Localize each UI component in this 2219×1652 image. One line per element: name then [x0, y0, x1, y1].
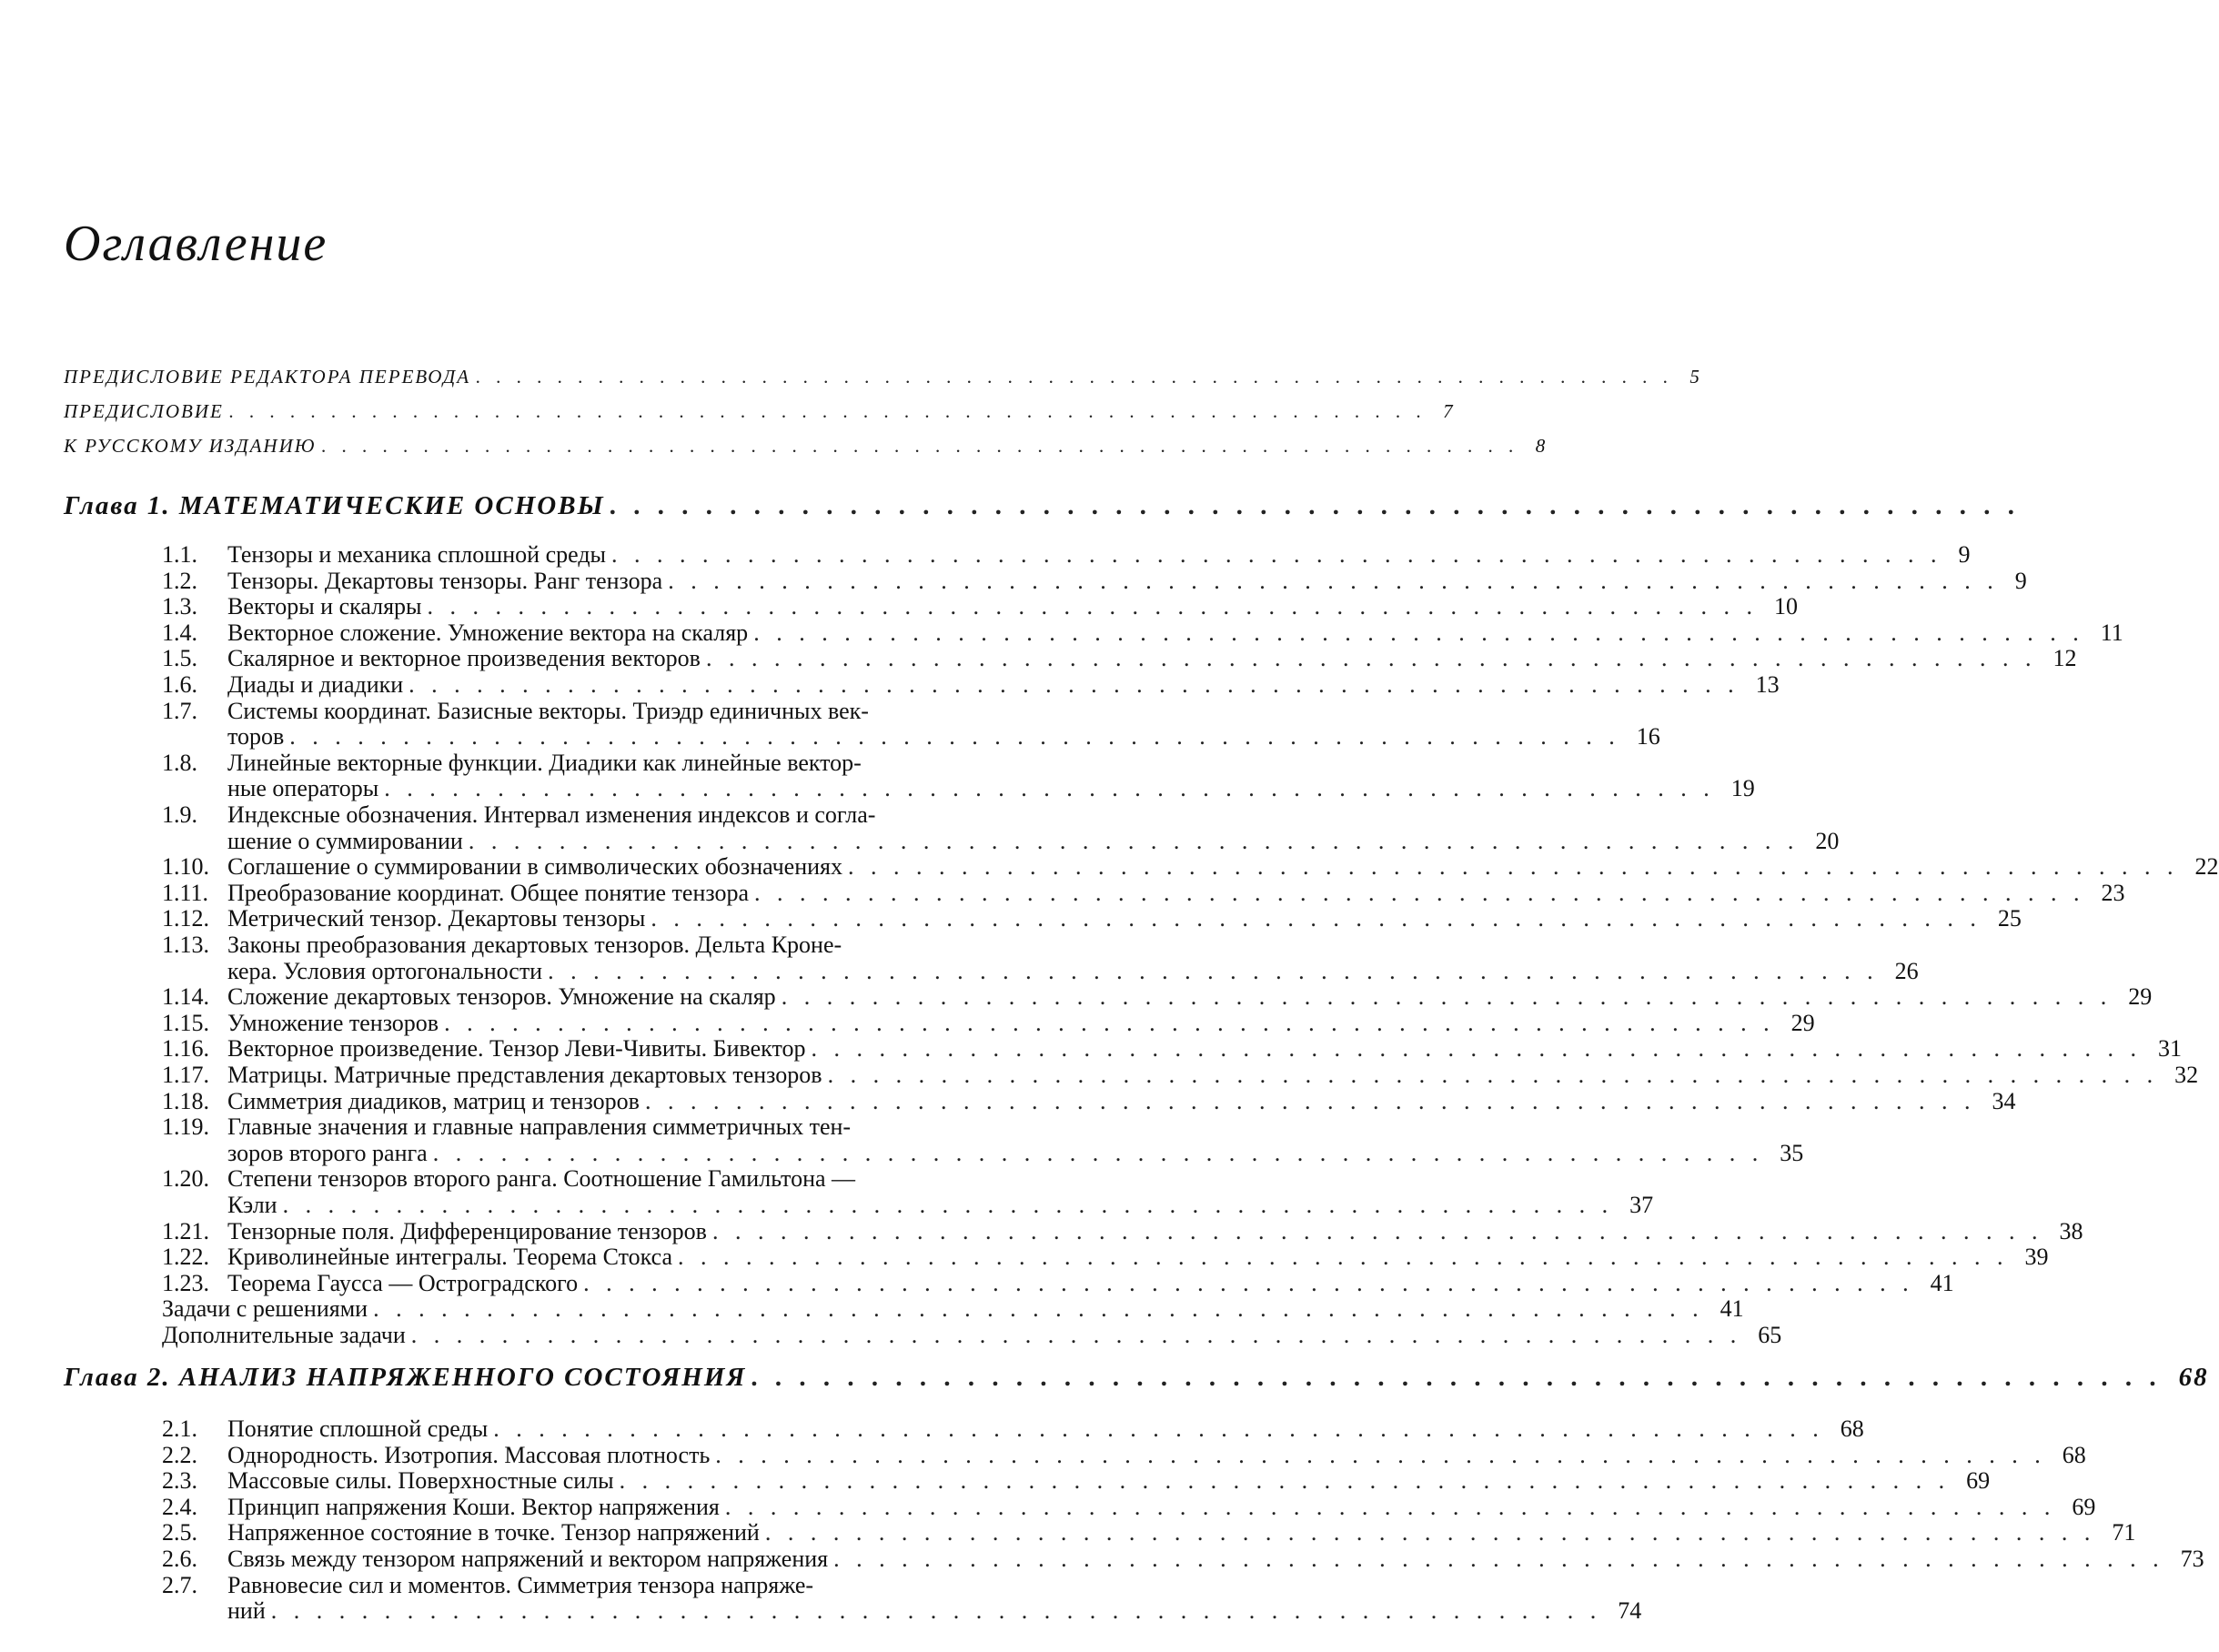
- toc-entry: [0, 1295, 1744, 1323]
- dot-leader: . . . . . . . . . . . . . . . . . . . . . . . . . . . . . . . . . . . . . . . . . . . . . . . . . . . . . . . . . . .: [548, 957, 1879, 984]
- dot-leader: . . . . . . . . . . . . . . . . . . . . . . . . . . . . . . . . . . . . . . . . . . . . . . . . . . . . . . . . . . .: [228, 400, 1427, 422]
- toc-entry: [0, 593, 1799, 620]
- entry-title: Понятие сплошной среды: [227, 1415, 489, 1442]
- entry-title: Массовые силы. Поверхностные силы: [227, 1467, 614, 1495]
- dot-leader: . . . . . . . . . . . . . . . . . . . . . . . . . . . . . . . . . . . . . . . . . . . . . . . . . . . . . . . . . . .: [711, 1217, 2043, 1244]
- entry-title: шение о суммировании: [227, 827, 463, 854]
- page-number: 10: [1774, 593, 1799, 620]
- page-number: 13: [1755, 671, 1780, 698]
- page-number: 31: [2157, 1035, 2182, 1063]
- page-number: 26: [1894, 957, 1919, 984]
- entry-title: Напряженное состояние в точке. Тензор напряжений: [227, 1519, 760, 1546]
- section-number: 1.9.: [162, 801, 197, 828]
- chapter-title: Глава 2. АНАЛИЗ НАПРЯЖЕННОГО СОСТОЯНИЯ: [64, 1363, 747, 1392]
- toc-entry: [0, 671, 1780, 698]
- entry-title: Однородность. Изотропия. Массовая плотность: [227, 1441, 711, 1468]
- page-number: 74: [1618, 1597, 1642, 1625]
- section-number: 1.3.: [162, 593, 197, 620]
- section-number: 2.2.: [162, 1441, 197, 1468]
- toc-entry: [0, 905, 2022, 932]
- section-number: 1.17.: [162, 1062, 209, 1088]
- entry-title: Системы координат. Базисные векторы. Триэдр единичных век-: [227, 697, 869, 724]
- dot-leader: . . . . . . . . . . . . . . . . . . . . . . . . . . . . . . . . . . . . . . . . . . . . . . . . . . . . . . . . . . .: [753, 619, 2084, 646]
- toc-entry: [0, 1493, 2096, 1520]
- page-number: 65: [1758, 1322, 1782, 1348]
- entry-title: Векторное произведение. Тензор Леви-Чивиты. Бивектор: [227, 1035, 806, 1063]
- section-number: 1.21.: [162, 1217, 209, 1244]
- toc-entry: [0, 567, 2027, 594]
- entry-title: ные операторы: [227, 775, 379, 802]
- section-number: 1.15.: [162, 1009, 209, 1036]
- entry-title: Равновесие сил и моментов. Симметрия тензора напряже-: [227, 1571, 814, 1598]
- section-number: 2.4.: [162, 1493, 197, 1520]
- page-number: 68: [2062, 1441, 2086, 1468]
- chapter-heading: [0, 1363, 2209, 1392]
- toc-entry: [0, 1572, 1092, 1598]
- entry-title: Тензоры и механика сплошной среды: [227, 541, 607, 568]
- dot-leader: . . . . . . . . . . . . . . . . . . . . . . . . . . . . . . . . . . . . . . . . . . . . . . . . . . . . . . . . . . .: [827, 1062, 2159, 1088]
- entry-title: кера. Условия ортогональности: [227, 957, 543, 984]
- dot-leader: . . . . . . . . . . . . . . . . . . . . . . . . . . . . . . . . . . . . . . . . . . . . . . . . . . . . . . . . . . .: [289, 723, 1620, 750]
- page-number: 32: [2174, 1062, 2199, 1088]
- entry-title: зоров второго ранга: [227, 1139, 428, 1166]
- page-title: Оглавление: [64, 216, 328, 272]
- toc-entry: [0, 932, 1092, 958]
- section-number: 2.5.: [162, 1519, 197, 1546]
- section-number: 1.2.: [162, 567, 197, 594]
- page-number: 7: [1443, 400, 1455, 422]
- dot-leader: . . . . . . . . . . . . . . . . . . . . . . . . . . . . . . . . . . . . . . . . . . . . . . . . . . . . . . . . . . .: [410, 1322, 1742, 1348]
- entry-title: торов: [227, 723, 285, 750]
- page-number: 68: [1840, 1415, 1864, 1442]
- toc-entry: [0, 1139, 1804, 1166]
- entry-title: Метрический тензор. Декартовы тензоры: [227, 905, 646, 932]
- dot-leader: . . . . . . . . . . . . . . . . . . . . . . . . . . . . . . . . . . . . . . . . . . . . . . . . . . . . . . . . . . .: [583, 1269, 1914, 1296]
- dot-leader: . . . . . . . . . . . . . . . . . . . . . . . . . . . . . . . . . . . . . . . . . . . . . . . . . . . . . . . . . . .: [715, 1441, 2046, 1468]
- entry-title: Кэли: [227, 1192, 277, 1218]
- dot-leader: . . . . . . . . . . . . . . . . . . . . . . . . . . . . . . . . . . . . . . . . . . . . . . . . . . . . . . . . . . .: [493, 1415, 1824, 1442]
- section-number: 1.14.: [162, 983, 209, 1011]
- entry-title: Матрицы. Матричные представления декартовых тензоров: [227, 1062, 822, 1088]
- toc-entry: [0, 775, 1755, 802]
- entry-title: Умножение тензоров: [227, 1009, 439, 1036]
- toc-entry: [0, 1217, 2083, 1244]
- page-number: 41: [1720, 1295, 1744, 1323]
- entry-title: Задачи с решениями: [162, 1295, 368, 1323]
- page-number: 23: [2101, 879, 2125, 906]
- dot-leader: . . . . . . . . . . . . . . . . . . . . . . . . . . . . . . . . . . . . . . . . . . . . . . . . . . . . . . . . . . .: [270, 1597, 1602, 1625]
- section-number: 1.16.: [162, 1035, 209, 1063]
- dot-leader: . . . . . . . . . . . . . . . . . . . . . . . . . . . . . . . . . . . . . . . . . . . . . . . . . . . . . . . . . . .: [781, 983, 2113, 1011]
- entry-title: Индексные обозначения. Интервал изменения индексов и согла-: [227, 801, 876, 828]
- toc-entry: [0, 1035, 2182, 1063]
- chapter-heading: [0, 491, 2021, 520]
- dot-leader: . . . . . . . . . . . . . . . . . . . . . . . . . . . . . . . . . . . . . . . . . . . . . . . . . . . . . . . . . . .: [678, 1244, 2009, 1271]
- chapter-title: Глава 1. МАТЕМАТИЧЕСКИЕ ОСНОВЫ: [64, 491, 605, 520]
- page-number: 20: [1815, 827, 1840, 854]
- toc-entry: [0, 1062, 2199, 1088]
- toc-entry: [0, 723, 1660, 750]
- toc-entry: [0, 801, 1092, 828]
- toc-entry: [0, 1113, 1092, 1140]
- entry-title: Законы преобразования декартовых тензоров. Дельта Кроне-: [227, 932, 842, 958]
- section-number: 1.6.: [162, 671, 197, 698]
- section-number: 1.4.: [162, 619, 197, 646]
- dot-leader: . . . . . . . . . . . . . . . . . . . . . . . . . . . . . . . . . . . . . . . . . . . . . . . . . . . . . . . . . . .: [651, 905, 1982, 932]
- dot-leader: . . . . . . . . . . . . . . . . . . . . . . . . . . . . . . . . . . . . . . . . . . . . . . . . . . . . . . . . . . .: [476, 366, 1674, 388]
- section-number: 2.3.: [162, 1467, 197, 1495]
- section-number: 1.5.: [162, 645, 197, 672]
- toc-entry: [0, 827, 1840, 854]
- section-number: 1.19.: [162, 1113, 209, 1141]
- entry-title: Диады и диадики: [227, 671, 404, 698]
- entry-title: Симметрия диадиков, матриц и тензоров: [227, 1087, 640, 1114]
- page-number: 12: [2053, 645, 2077, 672]
- dot-leader: . . . . . . . . . . . . . . . . . . . . . . . . . . . . . . . . . . . . . . . . . . . . . . . . . . . . . . . . . . .: [611, 541, 1942, 568]
- entry-title: Векторное сложение. Умножение вектора на скаляр: [227, 619, 749, 646]
- dot-leader: . . . . . . . . . . . . . . . . . . . . . . . . . . . . . . . . . . . . . . . . . . . . . . . . . . . . . . . . . . .: [833, 1546, 2164, 1572]
- dot-leader: . . . . . . . . . . . . . . . . . . . . . . . . . . . . . . . . . . . . . . . . . . . . . . . . . . . . . . . . . . .: [373, 1295, 1704, 1323]
- entry-title: К РУССКОМУ ИЗДАНИЮ: [64, 435, 317, 457]
- toc-entry: [0, 1192, 1654, 1218]
- entry-title: Скалярное и векторное произведения векторов: [227, 645, 701, 672]
- toc-entry: [0, 1087, 2016, 1114]
- dot-leader: . . . . . . . . . . . . . . . . . . . . . . . . . . . . . . . . . . . . . . . . . . . . . . . . . . . . . . . . . . .: [848, 853, 2179, 881]
- entry-title: ПРЕДИСЛОВИЕ: [64, 400, 224, 422]
- dot-leader: . . . . . . . . . . . . . . . . . . . . . . . . . . . . . . . . . . . . . . . . . . . . . . . . . . . . . . . . . . .: [751, 1363, 2163, 1392]
- section-number: 1.22.: [162, 1244, 209, 1271]
- toc-entry: [0, 1009, 1815, 1036]
- dot-leader: . . . . . . . . . . . . . . . . . . . . . . . . . . . . . . . . . . . . . . . . . . . . . . . . . . . . . . . . . . .: [811, 1035, 2142, 1063]
- dot-leader: . . . . . . . . . . . . . . . . . . . . . . . . . . . . . . . . . . . . . . . . . . . . . . . . . . . . . . . . . . .: [619, 1467, 1951, 1495]
- section-number: 2.7.: [162, 1571, 197, 1598]
- page-number: 5: [1689, 366, 1701, 388]
- front-matter-item: [0, 398, 1455, 425]
- page-number: 69: [2072, 1493, 2096, 1520]
- dot-leader: . . . . . . . . . . . . . . . . . . . . . . . . . . . . . . . . . . . . . . . . . . . . . . . . . . . . . . . . . . .: [444, 1009, 1775, 1036]
- section-number: 1.10.: [162, 853, 209, 881]
- section-number: 1.13.: [162, 932, 209, 958]
- front-matter-item: [0, 433, 1548, 459]
- page-number: 9: [1958, 541, 1971, 568]
- toc-entry: [0, 541, 1971, 568]
- entry-title: Соглашение о суммировании в символических обозначениях: [227, 853, 843, 881]
- page-number: 34: [1992, 1087, 2016, 1114]
- front-matter-item: [0, 364, 1701, 390]
- dot-leader: . . . . . . . . . . . . . . . . . . . . . . . . . . . . . . . . . . . . . . . . . . . . . . . . . . . . . . . . . . .: [644, 1087, 1976, 1114]
- section-number: 1.1.: [162, 541, 197, 568]
- page-number: 69: [1966, 1467, 1991, 1495]
- dot-leader: . . . . . . . . . . . . . . . . . . . . . . . . . . . . . . . . . . . . . . . . . . . . . . . . . . . . . . . . . . .: [754, 879, 2085, 906]
- section-number: 2.1.: [162, 1415, 197, 1442]
- toc-entry: [0, 750, 1092, 776]
- page-number: 38: [2059, 1217, 2083, 1244]
- page-number: 9: [2014, 567, 2027, 594]
- entry-title: ний: [227, 1597, 266, 1625]
- section-number: 1.11.: [162, 879, 209, 906]
- toc-entry: [0, 1322, 1782, 1348]
- dot-leader: . . . . . . . . . . . . . . . . . . . . . . . . . . . . . . . . . . . . . . . . . . . . . . . . . . . . . . . . . . .: [408, 671, 1740, 698]
- dot-leader: . . . . . . . . . . . . . . . . . . . . . . . . . . . . . . . . . . . . . . . . . . . . . . . . . . . . . . . . . . .: [668, 567, 1999, 594]
- dot-leader: . . . . . . . . . . . . . . . . . . . . . . . . . . . . . . . . . . . . . . . . . . . . . . . . . . . . . . . . . . .: [384, 775, 1715, 802]
- entry-title: Сложение декартовых тензоров. Умножение на скаляр: [227, 983, 776, 1011]
- toc-entry: [0, 1546, 2204, 1572]
- toc-entry: [0, 1415, 1864, 1442]
- entry-title: Теорема Гаусса — Остроградского: [227, 1269, 579, 1296]
- entry-title: Связь между тензором напряжений и вектором напряжения: [227, 1546, 829, 1572]
- toc-entry: [0, 879, 2125, 906]
- toc-entry: [0, 853, 2219, 881]
- page-number: 29: [1790, 1009, 1815, 1036]
- entry-title: Принцип напряжения Коши. Вектор напряжения: [227, 1493, 720, 1520]
- toc-entry: [0, 1467, 1991, 1495]
- section-number: 1.20.: [162, 1165, 209, 1193]
- page-number: 41: [1930, 1269, 1954, 1296]
- entry-title: Главные значения и главные направления симметричных тен-: [227, 1113, 852, 1141]
- page-number: 68: [2178, 1363, 2209, 1392]
- toc-entry: [0, 645, 2077, 672]
- toc-entry: [0, 983, 2153, 1011]
- entry-title: Дополнительные задачи: [162, 1322, 406, 1348]
- toc-entry: [0, 619, 2123, 646]
- page-number: 11: [2100, 619, 2123, 646]
- dot-leader: . . . . . . . . . . . . . . . . . . . . . . . . . . . . . . . . . . . . . . . . . . . . . . . . . . . . . . . . . . .: [282, 1192, 1614, 1218]
- entry-title: Преобразование координат. Общее понятие тензора: [227, 879, 750, 906]
- dot-leader: . . . . . . . . . . . . . . . . . . . . . . . . . . . . . . . . . . . . . . . . . . . . . . . . . . . . . . . . . . .: [610, 491, 2021, 520]
- entry-title: Тензорные поля. Дифференцирование тензоров: [227, 1217, 707, 1244]
- page-number: 37: [1629, 1192, 1654, 1218]
- dot-leader: . . . . . . . . . . . . . . . . . . . . . . . . . . . . . . . . . . . . . . . . . . . . . . . . . . . . . . . . . . .: [321, 435, 1519, 457]
- page-number: 35: [1780, 1139, 1804, 1166]
- entry-title: Векторы и скаляры: [227, 593, 422, 620]
- entry-title: Криволинейные интегралы. Теорема Стокса: [227, 1244, 672, 1271]
- toc-entry: [0, 1269, 1954, 1296]
- section-number: 1.8.: [162, 749, 197, 776]
- page-number: 71: [2112, 1519, 2136, 1546]
- page-number: 29: [2128, 983, 2153, 1011]
- entry-title: ПРЕДИСЛОВИЕ РЕДАКТОРА ПЕРЕВОДА: [64, 366, 471, 388]
- dot-leader: . . . . . . . . . . . . . . . . . . . . . . . . . . . . . . . . . . . . . . . . . . . . . . . . . . . . . . . . . . .: [468, 827, 1800, 854]
- page-number: 73: [2180, 1546, 2204, 1572]
- dot-leader: . . . . . . . . . . . . . . . . . . . . . . . . . . . . . . . . . . . . . . . . . . . . . . . . . . . . . . . . . . .: [724, 1493, 2056, 1520]
- dot-leader: . . . . . . . . . . . . . . . . . . . . . . . . . . . . . . . . . . . . . . . . . . . . . . . . . . . . . . . . . . .: [427, 593, 1759, 620]
- page-number: 39: [2024, 1244, 2049, 1271]
- page-number: 8: [1535, 435, 1548, 457]
- toc-entry: [0, 698, 1092, 724]
- section-number: 2.6.: [162, 1546, 197, 1572]
- toc-entry: [0, 957, 1919, 984]
- toc-entry: [0, 1441, 2086, 1468]
- toc-entry: [0, 1597, 1642, 1625]
- section-number: 1.23.: [162, 1269, 209, 1296]
- dot-leader: . . . . . . . . . . . . . . . . . . . . . . . . . . . . . . . . . . . . . . . . . . . . . . . . . . . . . . . . . . .: [432, 1139, 1764, 1166]
- page-number: 16: [1636, 723, 1660, 750]
- entry-title: Линейные векторные функции. Диадики как линейные вектор-: [227, 749, 862, 776]
- dot-leader: . . . . . . . . . . . . . . . . . . . . . . . . . . . . . . . . . . . . . . . . . . . . . . . . . . . . . . . . . . .: [764, 1519, 2096, 1546]
- entry-title: Тензоры. Декартовы тензоры. Ранг тензора: [227, 567, 663, 594]
- section-number: 1.18.: [162, 1087, 209, 1114]
- toc-entry: [0, 1165, 1092, 1192]
- page-number: 19: [1730, 775, 1755, 802]
- toc-entry: [0, 1244, 2049, 1271]
- toc-entry: [0, 1519, 2136, 1546]
- section-number: 1.12.: [162, 905, 209, 932]
- entry-title: Степени тензоров второго ранга. Соотношение Гамильтона —: [227, 1165, 856, 1193]
- dot-leader: . . . . . . . . . . . . . . . . . . . . . . . . . . . . . . . . . . . . . . . . . . . . . . . . . . . . . . . . . . .: [705, 645, 2037, 672]
- page-number: 25: [1997, 905, 2022, 932]
- page-number: 22: [2194, 853, 2219, 881]
- section-number: 1.7.: [162, 697, 197, 724]
